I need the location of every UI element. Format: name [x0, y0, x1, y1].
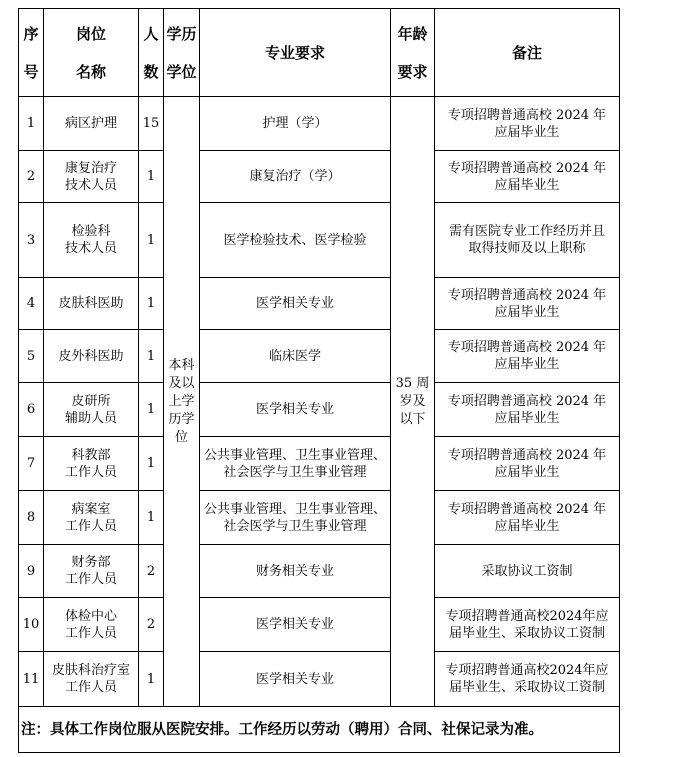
cell-count: 1: [139, 330, 164, 383]
table-row: [19, 598, 620, 652]
cell-remark: 专项招聘普通高校2024年应 届毕业生、采取协议工资制: [435, 598, 620, 652]
cell-remark: 采取协议工资制: [435, 545, 620, 598]
cell-count: 1: [139, 652, 164, 707]
cell-count: 1: [139, 278, 164, 330]
cell-seq: 3: [19, 203, 44, 278]
header-education: 学历 学位: [164, 9, 200, 97]
cell-major: 临床医学: [200, 330, 391, 383]
cell-position: 财务部 工作人员: [44, 545, 139, 598]
note-row: [19, 707, 620, 753]
cell-seq: 9: [19, 545, 44, 598]
cell-count: 15: [139, 97, 164, 151]
cell-position: 体检中心 工作人员: [44, 598, 139, 652]
cell-major: 医学相关专业: [200, 598, 391, 652]
cell-remark: 专项招聘普通高校 2024 年 应届毕业生: [435, 330, 620, 383]
cell-seq: 5: [19, 330, 44, 383]
table-row: [19, 151, 620, 203]
cell-count: 1: [139, 203, 164, 278]
cell-remark: 专项招聘普通高校 2024 年 应届毕业生: [435, 151, 620, 203]
cell-remark: 需有医院专业工作经历并且 取得技师及以上职称: [435, 203, 620, 278]
header-age: 年龄 要求: [391, 9, 435, 97]
cell-remark: 专项招聘普通高校 2024 年 应届毕业生: [435, 278, 620, 330]
cell-seq: 6: [19, 383, 44, 437]
cell-remark: 专项招聘普通高校 2024 年 应届毕业生: [435, 383, 620, 437]
table-row: [19, 383, 620, 437]
cell-major: 护理（学）: [200, 97, 391, 151]
table-row: [19, 97, 620, 151]
cell-position: 检验科 技术人员: [44, 203, 139, 278]
cell-position: 皮肤科治疗室 工作人员: [44, 652, 139, 707]
header-position: 岗位 名称: [44, 9, 139, 97]
header-count: 人 数: [139, 9, 164, 97]
cell-major: 公共事业管理、卫生事业管理、 社会医学与卫生事业管理: [200, 491, 391, 545]
table-row: [19, 278, 620, 330]
recruitment-table: [18, 8, 620, 753]
cell-seq: 11: [19, 652, 44, 707]
cell-seq: 8: [19, 491, 44, 545]
table-row: [19, 491, 620, 545]
cell-seq: 7: [19, 437, 44, 491]
header-remark: 备注: [435, 9, 620, 97]
cell-position: 康复治疗 技术人员: [44, 151, 139, 203]
cell-major: 医学检验技术、医学检验: [200, 203, 391, 278]
cell-major: 医学相关专业: [200, 383, 391, 437]
table-row: [19, 330, 620, 383]
cell-position: 病案室 工作人员: [44, 491, 139, 545]
cell-seq: 2: [19, 151, 44, 203]
cell-position: 皮研所 辅助人员: [44, 383, 139, 437]
cell-count: 1: [139, 151, 164, 203]
cell-remark: 专项招聘普通高校 2024 年 应届毕业生: [435, 97, 620, 151]
table-row: [19, 437, 620, 491]
cell-education-merged: 本科 及以 上学 历学 位: [164, 97, 200, 707]
cell-major: 医学相关专业: [200, 278, 391, 330]
cell-seq: 4: [19, 278, 44, 330]
cell-count: 2: [139, 598, 164, 652]
cell-count: 2: [139, 545, 164, 598]
cell-major: 财务相关专业: [200, 545, 391, 598]
header-major: 专业要求: [200, 9, 391, 97]
cell-seq: 10: [19, 598, 44, 652]
cell-major: 医学相关专业: [200, 652, 391, 707]
table-row: [19, 203, 620, 278]
cell-position: 皮肤科医助: [44, 278, 139, 330]
cell-position: 皮外科医助: [44, 330, 139, 383]
cell-seq: 1: [19, 97, 44, 151]
cell-major: 康复治疗（学）: [200, 151, 391, 203]
cell-count: 1: [139, 491, 164, 545]
cell-position: 病区护理: [44, 97, 139, 151]
cell-position: 科教部 工作人员: [44, 437, 139, 491]
cell-major: 公共事业管理、卫生事业管理、 社会医学与卫生事业管理: [200, 437, 391, 491]
header-row: [19, 9, 620, 97]
footnote: 注：具体工作岗位服从医院安排。工作经历以劳动（聘用）合同、社保记录为准。: [19, 707, 620, 753]
table-row: [19, 545, 620, 598]
cell-remark: 专项招聘普通高校 2024 年 应届毕业生: [435, 491, 620, 545]
cell-remark: 专项招聘普通高校2024年应 届毕业生、采取协议工资制: [435, 652, 620, 707]
cell-age-merged: 35 周 岁及 以下: [391, 97, 435, 707]
table-row: [19, 652, 620, 707]
cell-count: 1: [139, 383, 164, 437]
cell-count: 1: [139, 437, 164, 491]
cell-remark: 专项招聘普通高校 2024 年 应届毕业生: [435, 437, 620, 491]
header-seq: 序 号: [19, 9, 44, 97]
